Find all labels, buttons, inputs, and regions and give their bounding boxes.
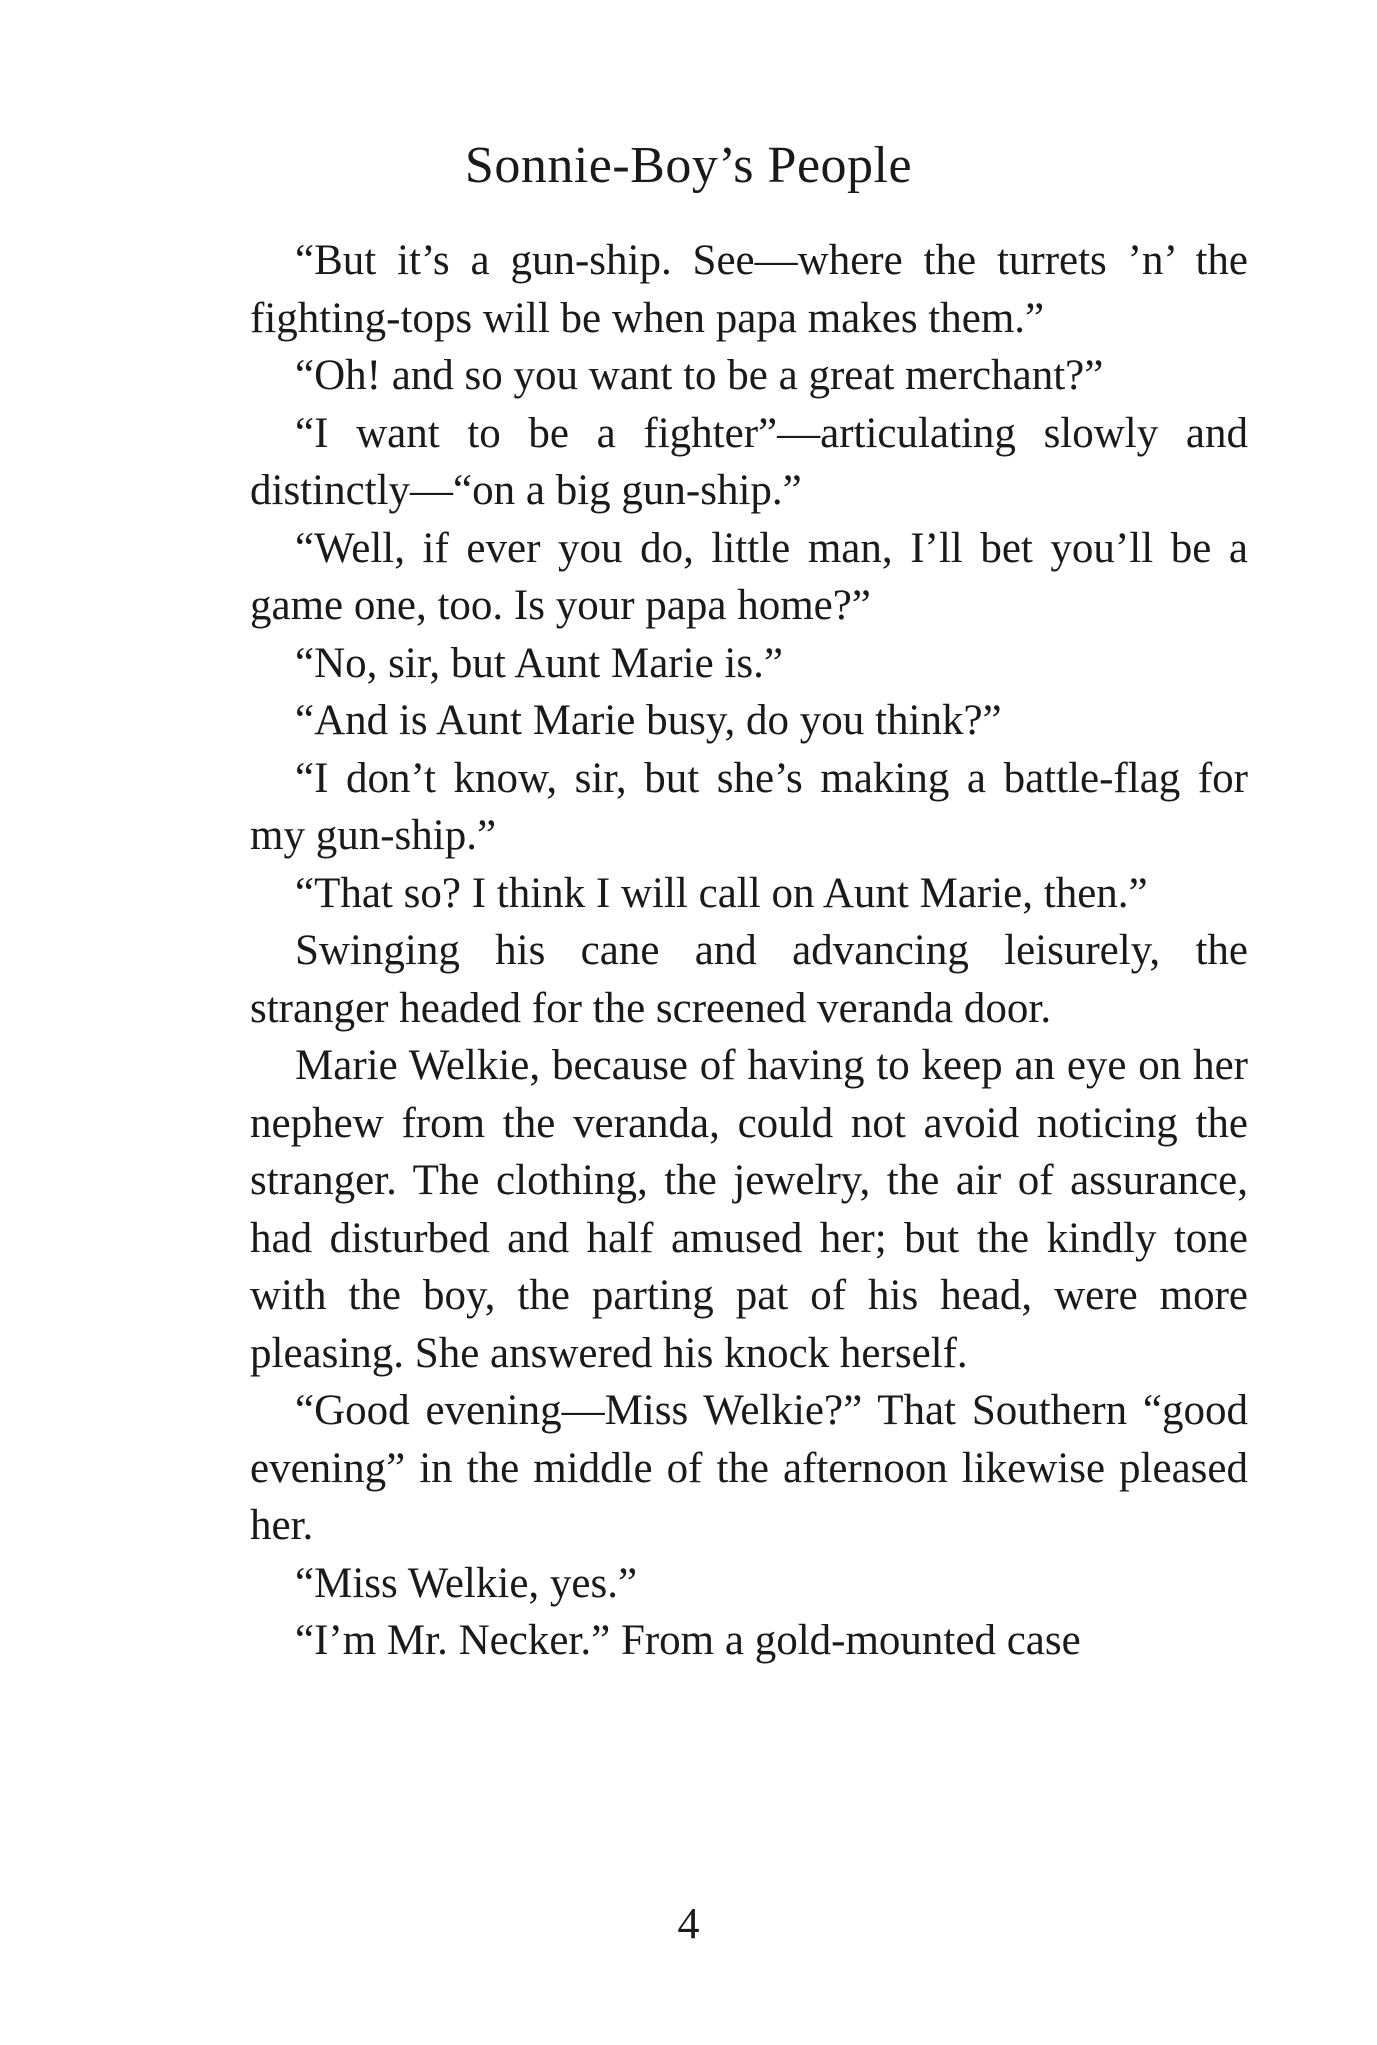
paragraph: “Miss Welkie, yes.” [295,1559,638,1607]
paragraph: “I don’t know, sir, but she’s making a battle-flag for my gun-ship.” [250,754,1248,859]
paragraph: “No, sir, but Aunt Marie is.” [295,639,783,687]
body-text [250,232,1248,1670]
paragraph: Swinging his cane and advancing leisurely, the stranger headed for the screened veranda door. [250,927,1248,1032]
paragraph: “That so? I think I will call on Aunt Marie, then.” [295,869,1148,917]
paragraph: “And is Aunt Marie busy, do you think?” [295,697,1002,744]
page-number: 4 [677,1899,700,1948]
paragraph: “I’m Mr. Necker.” From a gold-mounted case [295,1617,1081,1664]
paragraph: “Oh! and so you want to be a great merchant?” [295,352,1104,399]
running-head: Sonnie-Boy’s People [464,137,913,194]
paragraph: “Well, if ever you do, little man, I’ll bet you’ll be a game one, too. Is your papa home?” [250,524,1248,629]
paragraph: “I want to be a fighter”—articulating slowly and distinctly—“on a big gun-ship.” [250,409,1248,514]
paragraph: “But it’s a gun-ship. See—where the turrets ’n’ the fighting-tops will be when papa makes them.” [250,237,1248,342]
paragraph: “Good evening—Miss Welkie?” That Southern “good evening” in the middle of the afternoon likewise pleased her. [250,1387,1248,1549]
paragraph: Marie Welkie, because of having to keep an eye on her nephew from the veranda, could not avoid noticing the stranger. The clothing, the jewelry, the air of assurance, had disturbed and half amused her; but the kindly tone with the boy, the parting pat of his head, were more pleasing. She answered his knock herself. [250,1042,1248,1377]
